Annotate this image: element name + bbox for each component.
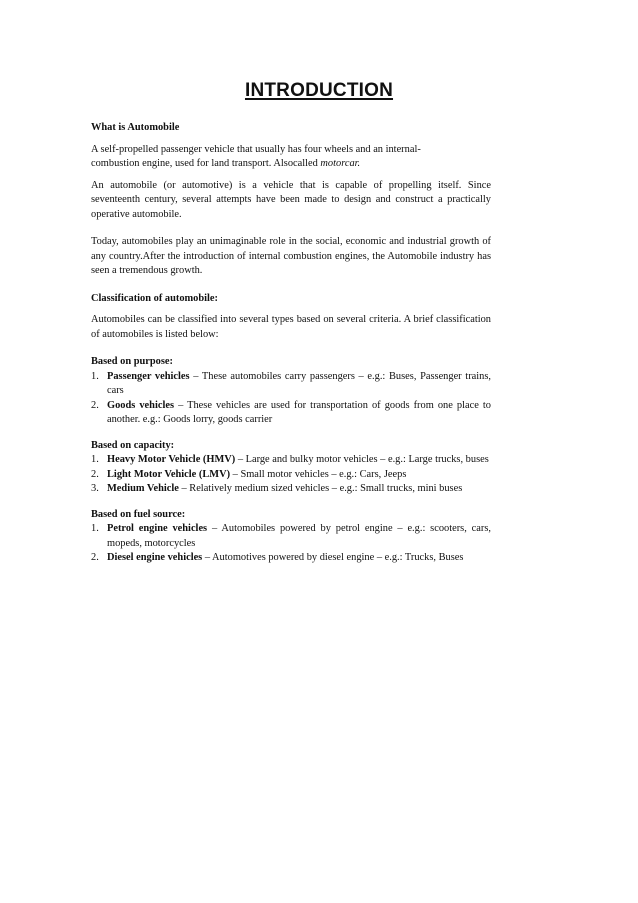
definition-paragraph: A self-propelled passenger vehicle that usually has four wheels and an internal- combustion engine, used for land transport. Alsocalled motorcar. xyxy=(91,143,421,169)
fuel-list xyxy=(91,522,491,566)
list-item: 2. Goods vehicles – These vehicles are used for transportation of goods from one place to another. e.g.: Goods lorry, goods carrier xyxy=(91,399,491,425)
classification-paragraph: Automobiles can be classified into several types based on several criteria. A brief classification of automobiles is listed below: xyxy=(91,314,491,340)
document-body xyxy=(91,121,491,566)
heading-classification: Classification of automobile: xyxy=(91,292,218,304)
heading-based-on-fuel-source: Based on fuel source: xyxy=(91,508,186,520)
heading-based-on-capacity: Based on capacity: xyxy=(91,439,175,451)
automobile-paragraph: An automobile (or automotive) is a vehicle that is capable of propelling itself. Since seventeenth century, several attempts have been made to design and construct a practically operative automobile. xyxy=(91,179,491,220)
page-title: INTRODUCTION xyxy=(244,80,394,101)
list-item: 2. Diesel engine vehicles – Automotives powered by diesel engine – e.g.: Trucks, Buses xyxy=(91,552,464,563)
purpose-list xyxy=(91,370,491,428)
list-item: 3. Medium Vehicle – Relatively medium sized vehicles – e.g.: Small trucks, mini buses xyxy=(91,483,463,494)
list-item: 1. Heavy Motor Vehicle (HMV) – Large and bulky motor vehicles – e.g.: Large trucks, buses xyxy=(91,454,489,465)
heading-based-on-purpose: Based on purpose: xyxy=(91,356,173,367)
heading-what-is-automobile: What is Automobile xyxy=(91,122,180,133)
list-item: 1. Passenger vehicles – These automobiles carry passengers – e.g.: Buses, Passenger trains, cars xyxy=(91,370,491,396)
list-item: 2. Light Motor Vehicle (LMV) – Small motor vehicles – e.g.: Cars, Jeeps xyxy=(91,468,407,480)
growth-paragraph: Today, automobiles play an unimaginable role in the social, economic and industrial growth of any country.After the introduction of internal combustion engines, the Automobile industry has seen a tremendous growth. xyxy=(91,236,491,276)
list-item: 1. Petrol engine vehicles – Automobiles powered by petrol engine – e.g.: scooters, cars, mopeds, motorcycles xyxy=(91,523,491,549)
capacity-list xyxy=(91,453,491,497)
